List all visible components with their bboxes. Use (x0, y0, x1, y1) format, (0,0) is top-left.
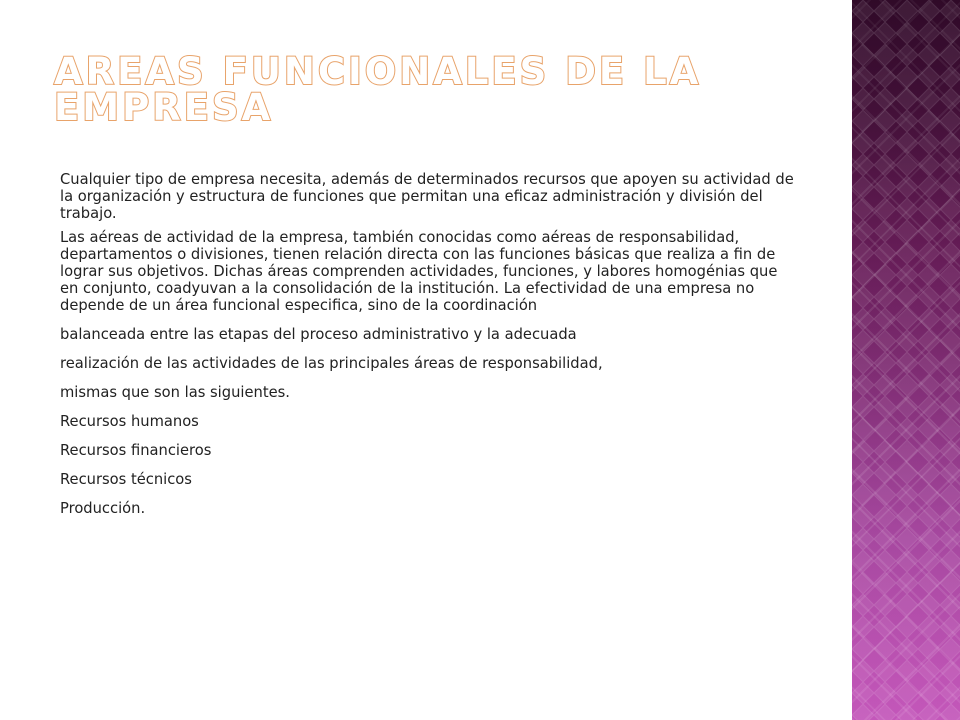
body-line: realización de las actividades de las principales áreas de responsabilidad, (60, 355, 603, 372)
paragraph-intro: Cualquier tipo de empresa necesita, además de determinados recursos que apoyen su actividad de la organización y estructura de funciones que permitan una eficaz administración y división del trabajo. (60, 171, 794, 222)
slide-body (60, 171, 798, 523)
list-item-recursos-humanos: Recursos humanos (60, 413, 199, 430)
decorative-side-panel (852, 0, 960, 720)
list-item-produccion: Producción. (60, 500, 146, 517)
list-item-recursos-tecnicos: Recursos técnicos (60, 471, 192, 488)
paragraph-areas: Las aéreas de actividad de la empresa, también conocidas como aéreas de responsabilidad, departamentos o divisiones, tienen relación directa con las funciones básicas que realiza a fin de lograr sus objetivos. Dichas áreas comprenden actividades, funciones, y labores homogénias que en conjunto, coadyuvan a la consolidación de la institución. La efectividad de una empresa no depende de un área funcional especifica, sino de la coordinación (60, 229, 778, 314)
slide-title-line-1: AREAS FUNCIONALES DE LA (54, 50, 702, 93)
body-line: mismas que son las siguientes. (60, 384, 290, 401)
diamond-pattern (852, 0, 960, 720)
slide-title-line-2: EMPRESA (54, 86, 274, 129)
body-line: balanceada entre las etapas del proceso administrativo y la adecuada (60, 326, 577, 343)
list-item-recursos-financieros: Recursos financieros (60, 442, 212, 459)
slide-title (54, 50, 834, 129)
